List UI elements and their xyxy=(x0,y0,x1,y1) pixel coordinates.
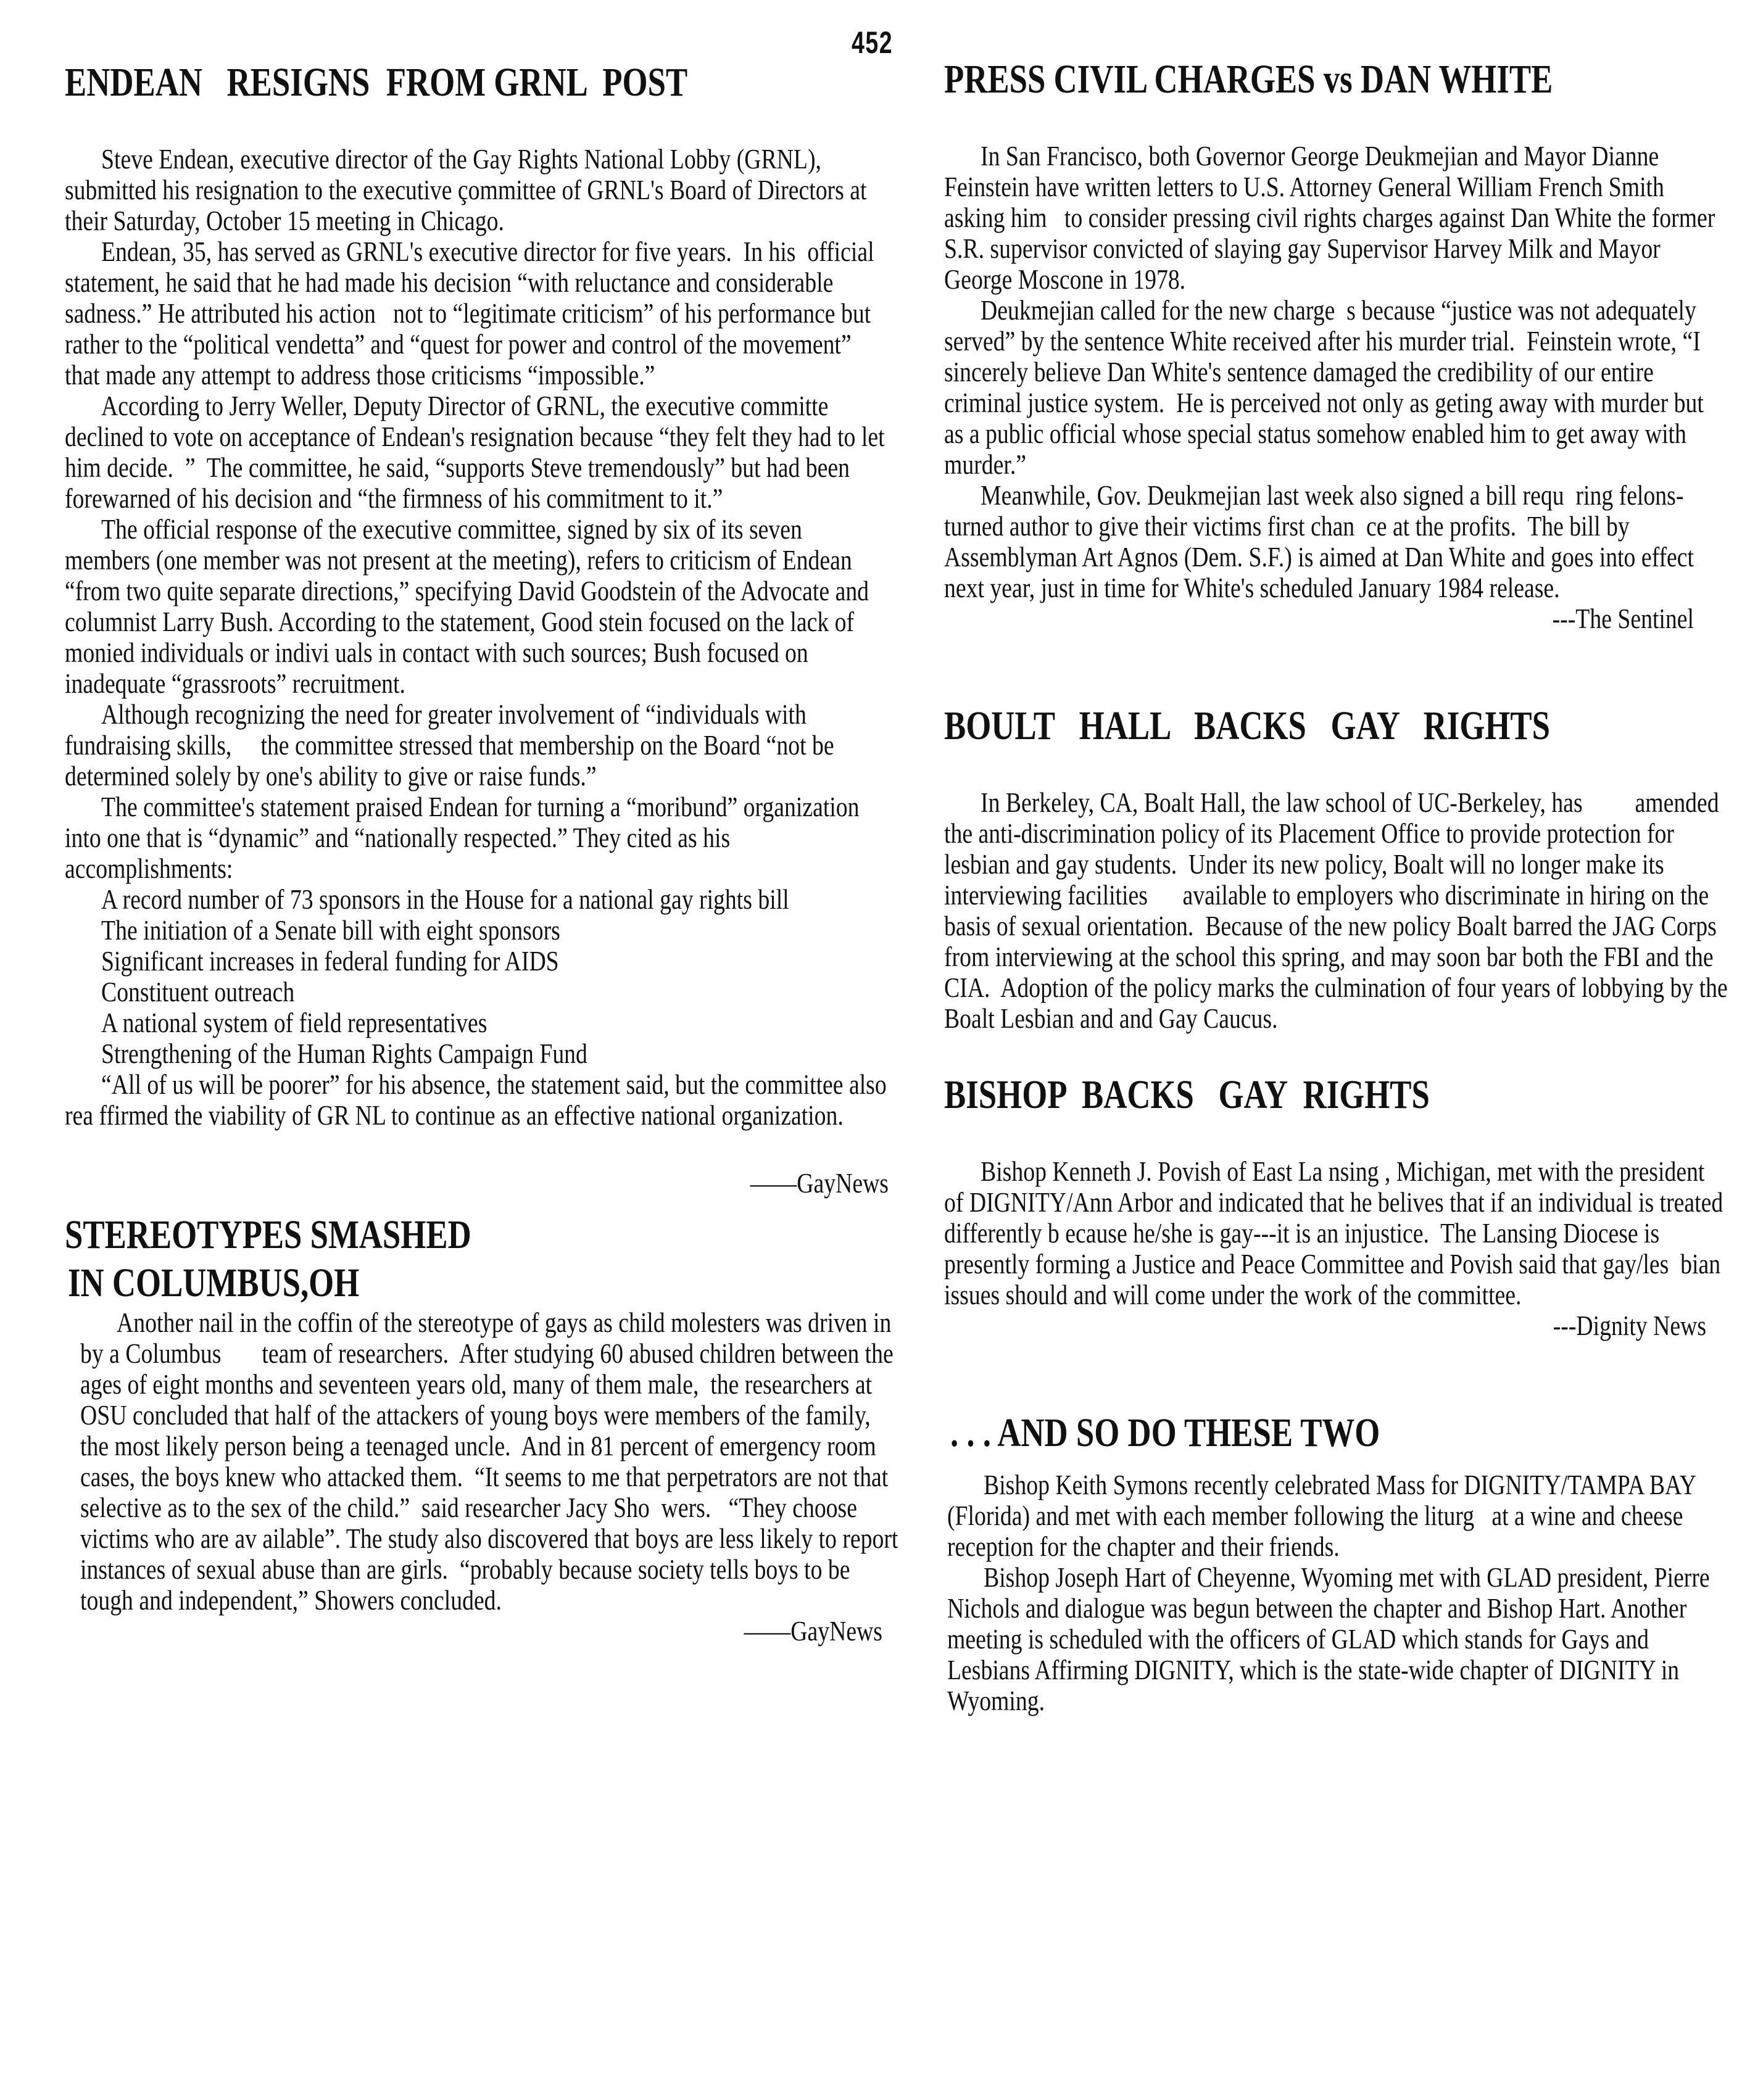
paragraph: Bishop Keith Symons recently celebrated Mass for DIGNITY/TAMPA BAY (Florida) and met with each member following the liturg at a wine and cheese reception for the chapter and their friends. xyxy=(947,1469,1702,1562)
article-endean-resigns xyxy=(65,59,889,1199)
accomplishment-item: The initiation of a Senate bill with eight sponsors xyxy=(101,914,560,946)
paragraph: Bishop Kenneth J. Povish of East La nsing , Michigan, met with the president of DIGNITY/Ann Arbor and indicated that he belives that if an individual is treated differently b ecause he/she is gay---it is an injustice. The Lansing Diocese is presently forming a Justice and Peace Committee and Povish said that gay/les bian issues should and will come under the work of the committee. xyxy=(944,1155,1729,1310)
paragraph: The committee's statement praised Endean for turning a “moribund” organization into one that is “dynamic” and “nationally respected.” They cited as his accomplishments: xyxy=(65,791,860,884)
article-bishop-backs xyxy=(944,1071,1728,1341)
source-credit: ---Dignity News xyxy=(1553,1310,1706,1341)
headline-stereotypes-line2: IN COLUMBUS,OH xyxy=(68,1260,360,1305)
page-number: 452 xyxy=(852,25,894,60)
paragraph: Another nail in the coffin of the stereotype of gays as child molesters was driven in by a Columbus team of researchers. After studying 60 abused children between the ages of eight months and seventeen years old, many of them male, the researchers at OSU concluded that half of the attackers of young boys were members of the family, the most likely person being a teenaged uncle. And in 81 percent of emergency room cases, the boys knew who attacked them. “It seems to me that perpetrators are not that selective as to the sex of the child.” said researcher Jacy Sho wers. “They choose victims who are av ailable”. The study also discovered that boys are less likely to report instances of sexual abuse than are girls. “probably because society tells boys to be tough and independent,” Showers concluded. xyxy=(80,1307,904,1616)
article-body xyxy=(80,1307,905,1616)
paragraph: Meanwhile, Gov. Deukmejian last week also signed a bill requ ring felons-turned author to give their victims first chan ce at the profits. The bill by Assemblyman Art Agnos (Dem. S.F.) is aimed at Dan White and goes into effect next year, just in time for White's scheduled January 1984 release. xyxy=(944,479,1700,603)
accomplishment-item: A record number of 73 sponsors in the House for a national gay rights bill xyxy=(101,883,789,915)
source-credit: ——GayNews xyxy=(744,1615,882,1647)
paragraph: Bishop Joseph Hart of Cheyenne, Wyoming met with GLAD president, Pierre Nichols and dialogue was begun between the chapter and Bishop Hart. Another meeting is scheduled with the officers of GLAD which stands for Gays and Lesbians Affirming DIGNITY, which is the state-wide chapter of DIGNITY in Wyoming. xyxy=(947,1561,1710,1716)
paragraph: In Berkeley, CA, Boalt Hall, the law school of UC-Berkeley, has amended the anti-discrimination policy of its Placement Office to provide protection for lesbian and gay students. Under its new policy, Boalt will no longer make its interviewing facilities available to employers who discriminate in hiring on the basis of sexual orientation. Because of the new policy Boalt barred the JAG Corps from interviewing at the school this spring, and may soon bar both the FBI and the CIA. Adoption of the policy marks the culmination of four years of lobbying by the Boalt Lesbian and and Gay Caucus. xyxy=(944,787,1734,1034)
paragraph: Steve Endean, executive director of the Gay Rights National Lobby (GRNL), submitted his resignation to the executive çommittee of GRNL's Board of Directors at their Saturday, October 15 meeting in Chicago. xyxy=(65,143,867,236)
headline-and-so-do-these-two: . . . AND SO DO THESE TWO xyxy=(950,1410,1380,1455)
accomplishment-item: Significant increases in federal funding for AIDS xyxy=(101,945,559,977)
headline-endean-resigns: ENDEAN RESIGNS FROM GRNL POST xyxy=(65,60,688,105)
paragraph: According to Jerry Weller, Deputy Director of GRNL, the executive committe declined to vote on acceptance of Endean's resignation because “they felt they had to let him decide. ” The committee, he said, “supports Steve tremendously” but had been forewarned of his decision and “the firmness of his commitment to it.” xyxy=(65,390,890,514)
accomplishment-item: Constituent outreach xyxy=(101,976,295,1007)
paragraph: Endean, 35, has served as GRNL's executive director for five years. In his official statement, he said that he had made his decision “with reluctance and considerable sadness.” He attributed his action not to “legitimate criticism” of his performance but rather to the “political vendetta” and “quest for power and control of the movement” that made any attempt to address those criticisms “impossible.” xyxy=(65,236,881,391)
article-and-so-do-these-two xyxy=(944,1409,1728,1716)
article-body xyxy=(947,1470,1732,1716)
article-press-civil-charges xyxy=(944,56,1728,634)
right-column xyxy=(944,56,1734,1716)
headline-stereotypes-line1: STEREOTYPES SMASHED xyxy=(65,1212,471,1257)
paragraph: In San Francisco, both Governor George Deukmejian and Mayor Dianne Feinstein have written letters to U.S. Attorney General William French Smith asking him to consider pressing civil rights charges against Dan White the former S.R. supervisor convicted of slaying gay Supervisor Harvey Milk and Mayor George Moscone in 1978. xyxy=(944,140,1721,295)
source-credit: ---The Sentinel xyxy=(1552,603,1694,634)
left-column xyxy=(65,59,904,1647)
paragraph: Although recognizing the need for greater involvement of “individuals with fundraising skills, the committee stressed that membership on the Board “not be determined solely by one's ability to give or raise funds.” xyxy=(65,698,840,792)
headline-press-civil-charges: PRESS CIVIL CHARGES vs DAN WHITE xyxy=(944,57,1553,102)
article-stereotypes-smashed xyxy=(65,1211,904,1647)
article-body xyxy=(944,141,1728,603)
source-credit: ——GayNews xyxy=(750,1167,889,1199)
paragraph: “All of us will be poorer” for his absence, the statement said, but the committee also rea ffirmed the viability of GR NL to continue as an effective national organization. xyxy=(65,1069,887,1131)
accomplishment-item: A national system of field representatives xyxy=(101,1007,487,1038)
paragraph: The official response of the executive committee, signed by six of its seven members (one member was not present at the meeting), refers to criticism of Endean “from two quite separate directions,” specifying David Goodstein of the Advocate and columnist Larry Bush. According to the statement, Good stein focused on the lack of monied individuals or indivi uals in contact with such sources; Bush focused on inadequate “grassroots” recruitment. xyxy=(65,513,869,699)
article-body xyxy=(944,1156,1728,1310)
accomplishment-item: Strengthening of the Human Rights Campaign Fund xyxy=(101,1038,587,1069)
article-body xyxy=(65,144,889,1131)
headline-bishop-backs: BISHOP BACKS GAY RIGHTS xyxy=(944,1072,1430,1117)
headline-boalt-hall: BOULT HALL BACKS GAY RIGHTS xyxy=(944,703,1551,748)
article-body xyxy=(944,787,1734,1034)
paragraph: Deukmejian called for the new charge s because “justice was not adequately served” by the sentence White received after his murder trial. Feinstein wrote, “I sincerely believe Dan White's sentence damaged the credibility of our entire criminal justice system. He is perceived not only as geting away with murder but as a public official whose special status somehow enabled him to get away with murder.” xyxy=(944,294,1710,480)
article-boalt-hall xyxy=(944,702,1734,1034)
